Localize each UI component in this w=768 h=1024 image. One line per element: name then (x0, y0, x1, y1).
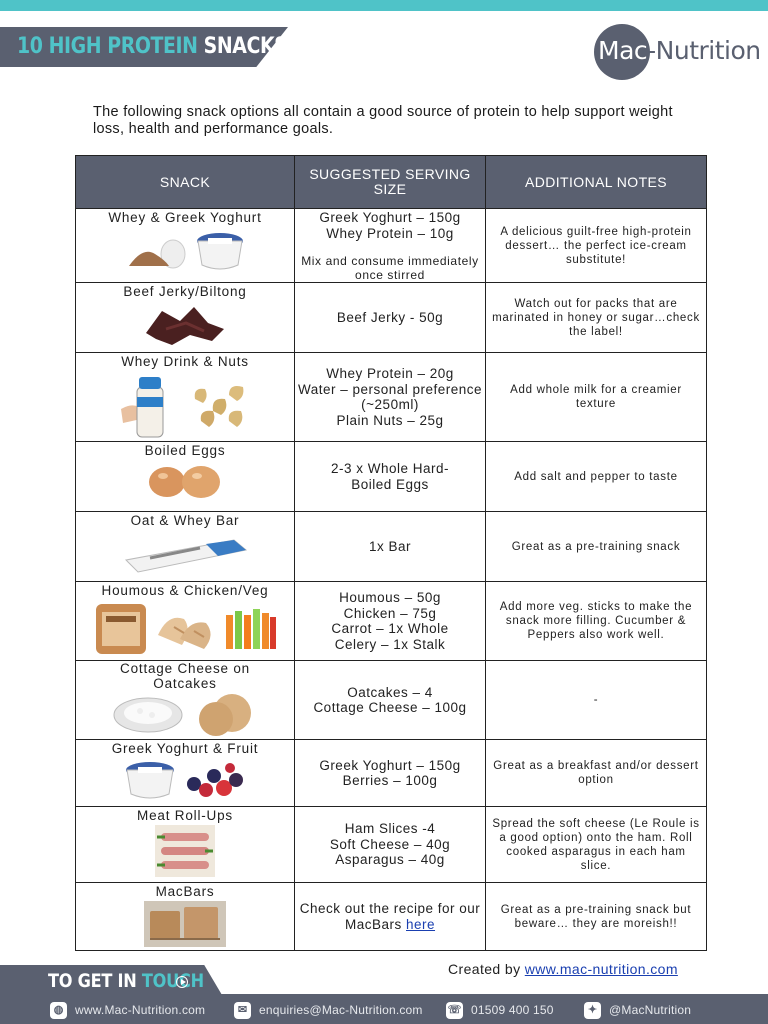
serving-line: Greek Yoghurt – 150g (319, 210, 461, 225)
notes-cell: Watch out for packs that are marinated in honey or sugar…check the label! (486, 283, 707, 353)
serving-line: Water – personal preference (~250ml) (297, 381, 483, 412)
footer-twitter[interactable] (584, 1002, 691, 1018)
serving-line: Ham Slices -4 (344, 821, 436, 837)
notes-cell: Add whole milk for a creamier texture (486, 353, 707, 442)
snack-cell (76, 283, 295, 353)
serving-line: Soft Cheese – 40g (329, 836, 451, 852)
berries-image (184, 760, 246, 800)
serving-line: Celery – 1x Stalk (334, 636, 446, 652)
serving-cell (295, 283, 486, 353)
snack-images (76, 229, 294, 271)
created-by-label: Created by (448, 961, 521, 977)
table-row (76, 883, 707, 951)
get-in-touch-accent: TOUCH (141, 970, 204, 992)
veg-sticks-image (224, 607, 278, 651)
column-header-notes: ADDITIONAL NOTES (486, 156, 707, 209)
play-circle-icon (176, 976, 188, 988)
houmous-image (92, 602, 150, 656)
serving-cell (295, 883, 486, 951)
snack-cell (76, 883, 295, 951)
serving-line: Plain Nuts – 25g (336, 412, 444, 428)
serving-note: Mix and consume immediately once stirred (301, 254, 479, 282)
serving-cell (295, 442, 486, 512)
table-row (76, 209, 707, 283)
serving-line: Greek Yoghurt – 150g (319, 757, 461, 773)
snack-name: Beef Jerky/Biltong (123, 284, 247, 299)
serving-cell (295, 740, 486, 807)
snack-cell (76, 582, 295, 661)
snack-cell (76, 807, 295, 883)
footer-twitter-text: @MacNutrition (609, 1003, 692, 1017)
logo-text-nutrition: -Nutrition (647, 36, 761, 65)
snack-name: Whey & Greek Yoghurt (108, 210, 262, 225)
notes-cell: Add salt and pepper to taste (486, 442, 707, 512)
table-row (76, 740, 707, 807)
serving-line: Whey Protein – 20g (326, 366, 454, 381)
footer-email-text: enquiries@Mac-Nutrition.com (259, 1003, 423, 1017)
column-header-snack: SNACK (76, 156, 295, 209)
protein-powder-image (125, 230, 187, 270)
notes-cell: - (486, 661, 707, 740)
snack-images (76, 758, 294, 802)
eggs-image (145, 462, 225, 500)
macbars-image (144, 901, 226, 947)
serving-line: Asparagus – 40g (335, 852, 445, 868)
footer-email[interactable] (234, 1002, 423, 1018)
page-title-accent: 10 HIGH PROTEIN (17, 34, 198, 59)
notes-cell: Great as a pre-training snack (486, 512, 707, 582)
snack-images (76, 901, 294, 947)
get-in-touch-text: TO GET IN (48, 970, 137, 992)
serving-line: Cottage Cheese – 100g (313, 700, 467, 715)
cashew-nuts-image (189, 381, 251, 431)
snack-cell (76, 512, 295, 582)
notes-cell: A delicious guilt-free high-protein dessert… the perfect ice-cream substitute! (486, 209, 707, 283)
serving-line: Oatcakes – 4 (347, 684, 433, 700)
snack-cell (76, 661, 295, 740)
serving-line: Beef Jerky - 50g (336, 309, 444, 325)
snack-images (76, 602, 294, 656)
intro-paragraph: The following snack options all contain a good source of protein to help support weight loss, health and performance goals. (93, 104, 673, 137)
table-row (76, 512, 707, 582)
serving-line: Houmous – 50g (339, 590, 441, 605)
footer-website-text: www.Mac-Nutrition.com (75, 1003, 206, 1017)
website-link[interactable]: www.mac-nutrition.com (524, 961, 678, 977)
twitter-icon: ✦ (584, 1002, 601, 1019)
notes-cell: Spread the soft cheese (Le Roule is a good option) onto the ham. Roll cooked asparagus in each ham slice. (486, 807, 707, 883)
page-title (17, 30, 287, 64)
greek-yoghurt-tub-image (195, 229, 245, 271)
created-by (448, 961, 678, 977)
snack-name: Greek Yoghurt & Fruit (111, 741, 259, 756)
snack-table (75, 155, 707, 951)
snack-name: MacBars (155, 884, 215, 899)
snack-name: Whey Drink & Nuts (121, 354, 249, 369)
snack-name: Houmous & Chicken/Veg (101, 583, 269, 598)
notes-cell: Great as a pre-training snack but beware… they are moreish!! (486, 883, 707, 951)
envelope-icon: ✉ (234, 1002, 251, 1019)
serving-cell (295, 209, 486, 283)
serving-line: Chicken – 75g (343, 605, 437, 621)
footer-phone[interactable] (446, 1002, 554, 1018)
table-row (76, 582, 707, 661)
snack-images (76, 825, 294, 877)
snack-name: Meat Roll-Ups (137, 808, 233, 823)
table-row (76, 283, 707, 353)
recipe-link[interactable]: here (406, 916, 436, 932)
serving-cell (295, 582, 486, 661)
snack-images (76, 693, 294, 737)
serving-line: 2-3 x Whole Hard-Boiled Eggs (330, 461, 450, 492)
column-header-serving: SUGGESTED SERVING SIZE (295, 156, 486, 209)
snack-name: Oat & Whey Bar (130, 513, 240, 528)
snack-cell (76, 442, 295, 512)
oatcakes-image (192, 693, 258, 737)
snack-name: Cottage Cheese on Oatcakes (120, 661, 250, 691)
snack-name: Boiled Eggs (144, 443, 226, 458)
footer-phone-text: 01509 400 150 (471, 1003, 554, 1017)
table-header-row (76, 156, 707, 209)
chicken-image (154, 605, 220, 653)
table-row (76, 442, 707, 512)
logo-text-mac: Mac (598, 36, 648, 65)
snack-images (76, 303, 294, 347)
snack-cell (76, 353, 295, 442)
notes-cell: Add more veg. sticks to make the snack more filling. Cucumber & Peppers also work well. (486, 582, 707, 661)
table-row (76, 661, 707, 740)
serving-cell (295, 512, 486, 582)
globe-icon: ◍ (50, 1002, 67, 1019)
serving-cell (295, 353, 486, 442)
page-title-rest: SNACKS (197, 34, 288, 59)
snack-images (76, 532, 294, 574)
cottage-cheese-image (112, 695, 184, 735)
serving-line: Whey Protein – 10g (326, 225, 454, 241)
greek-yoghurt-tub-image (124, 758, 176, 802)
logo-text (598, 36, 761, 66)
serving-line: Carrot – 1x Whole (331, 621, 449, 636)
shaker-bottle-image (119, 373, 181, 439)
flapjack-bar-image (120, 532, 250, 574)
serving-line: Check out the recipe for our MacBars (299, 901, 481, 932)
notes-cell: Great as a breakfast and/or dessert option (486, 740, 707, 807)
snack-images (76, 462, 294, 500)
phone-icon: ☏ (446, 1002, 463, 1019)
ham-asparagus-image (155, 825, 215, 877)
mac-nutrition-logo (594, 24, 762, 80)
serving-line: Berries – 100g (342, 773, 438, 788)
snack-images (76, 373, 294, 439)
serving-cell (295, 807, 486, 883)
beef-jerky-image (142, 303, 228, 347)
table-row (76, 353, 707, 442)
footer-website[interactable] (50, 1002, 205, 1018)
serving-cell (295, 661, 486, 740)
snack-cell (76, 740, 295, 807)
serving-line: 1x Bar (368, 538, 412, 554)
top-accent-stripe (0, 0, 768, 11)
table-row (76, 807, 707, 883)
snack-cell (76, 209, 295, 283)
